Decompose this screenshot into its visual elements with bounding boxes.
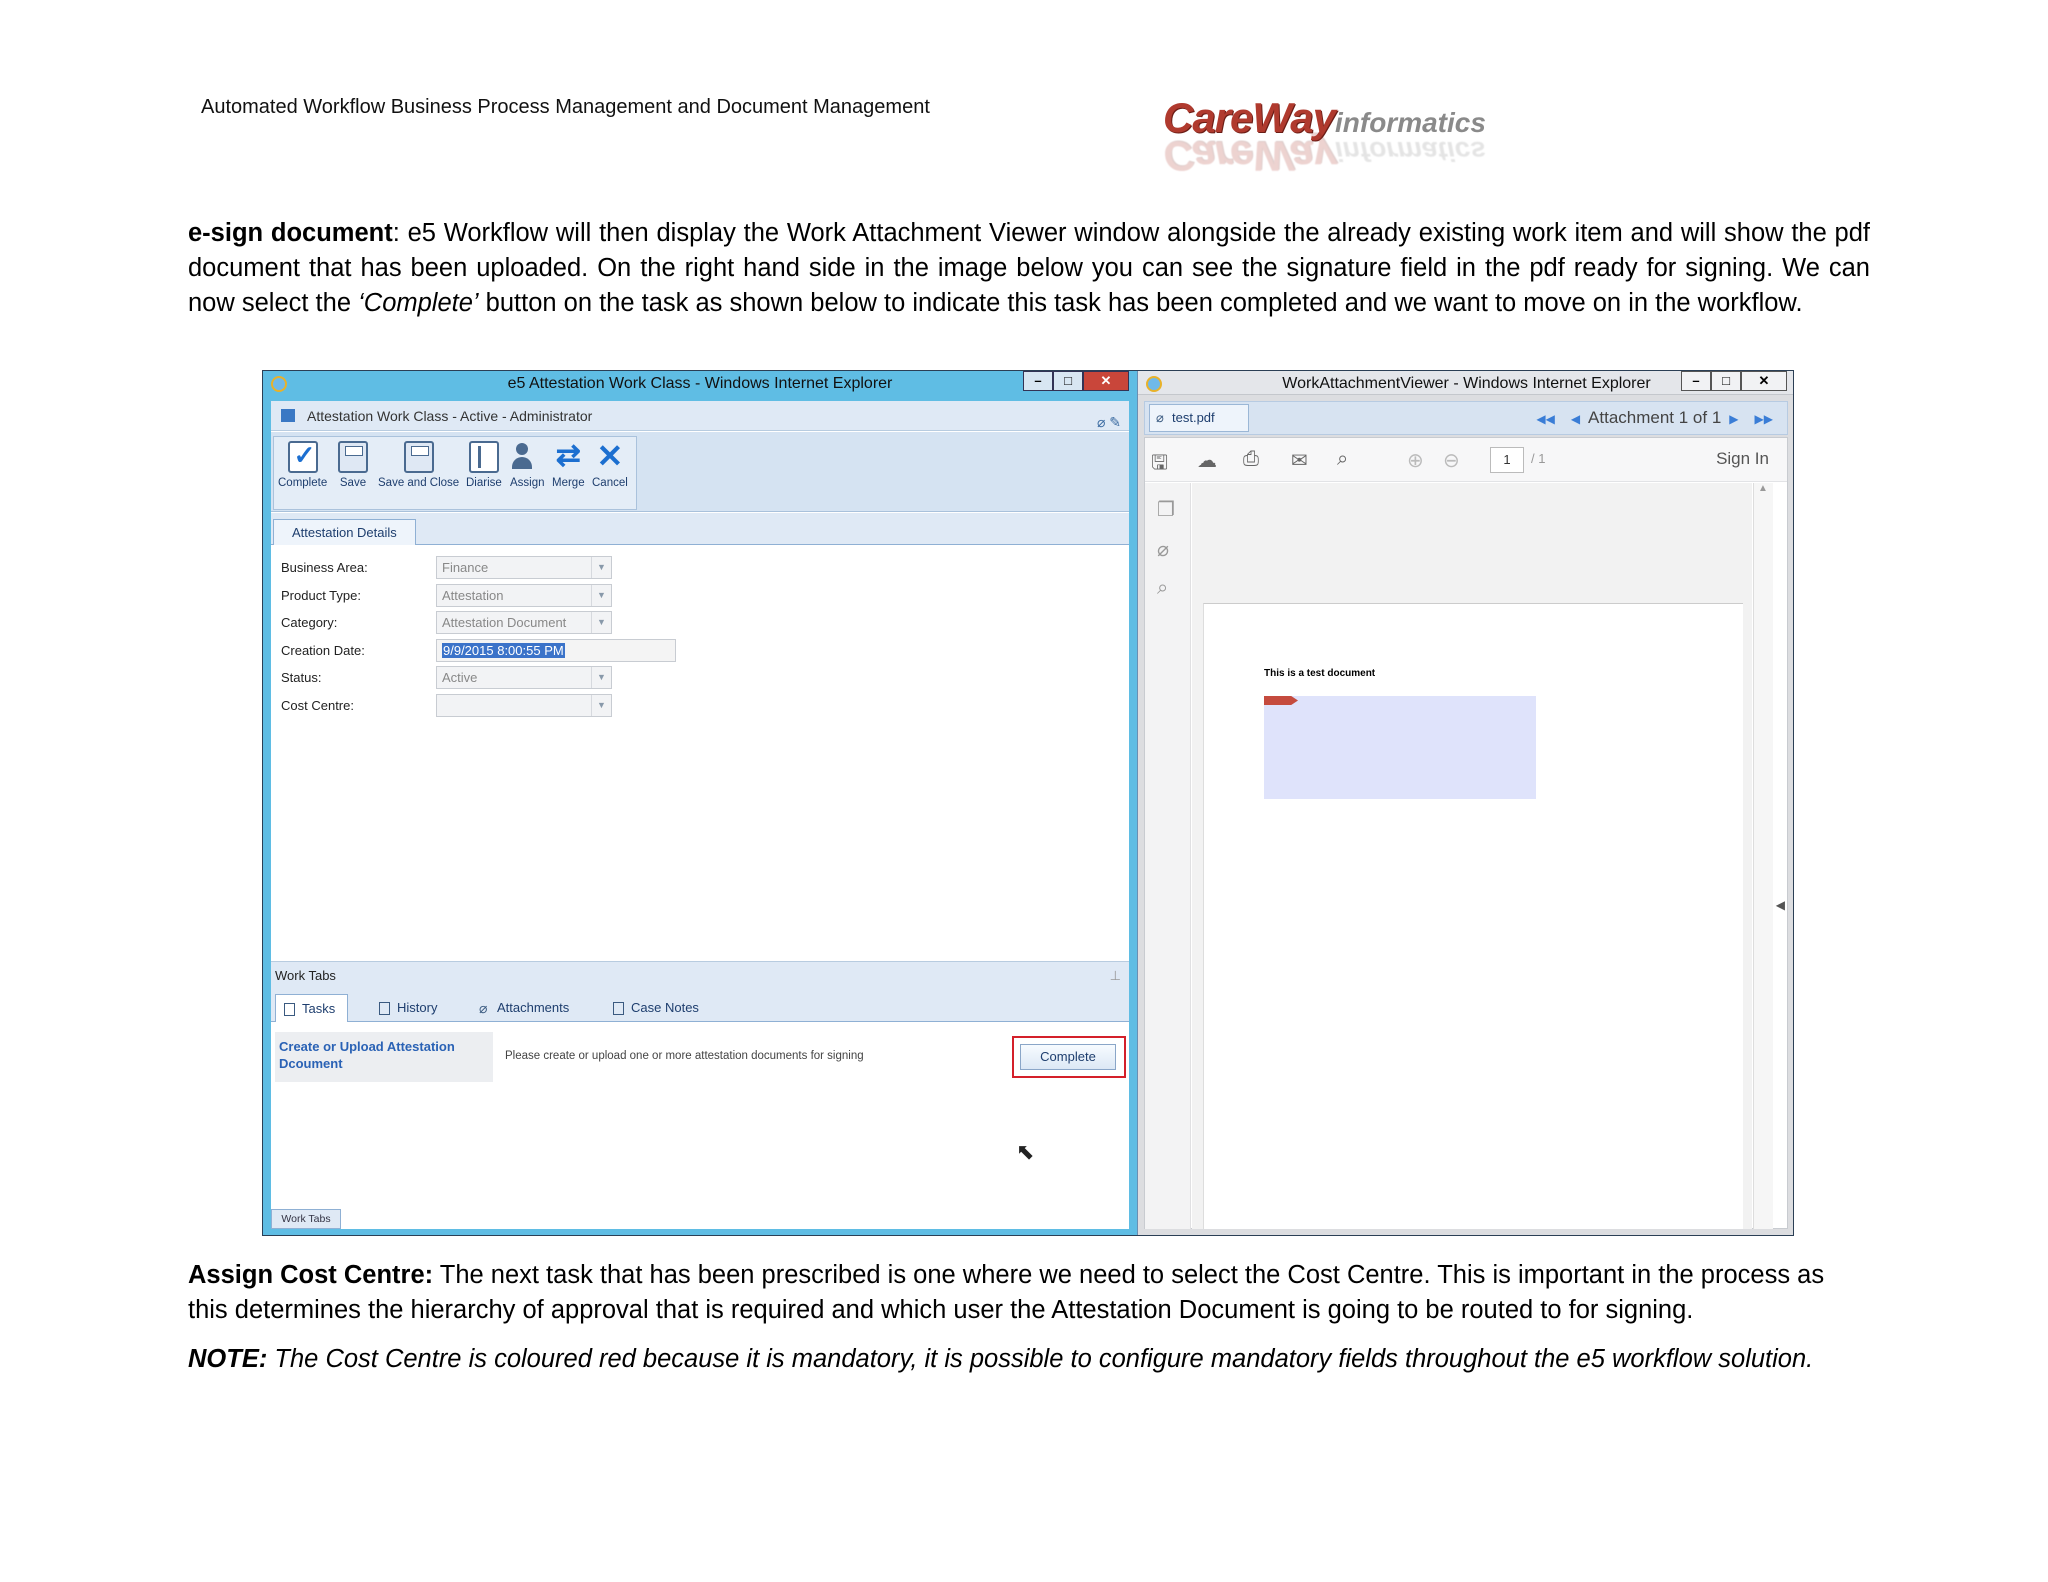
category-select[interactable]: Attestation Document ▼ xyxy=(436,611,612,634)
task-description: Please create or upload one or more attestation documents for signing xyxy=(505,1050,864,1062)
assign-ribbon-button[interactable]: Assign xyxy=(510,441,545,489)
form-row-cost-centre: Cost Centre: ▼ xyxy=(271,694,1129,718)
save-icon xyxy=(338,441,368,473)
page-total: / 1 xyxy=(1531,451,1546,466)
careway-logo: CareWayinformatics CareWayinformatics xyxy=(1163,94,1486,180)
assign-user-icon xyxy=(512,441,542,473)
business-area-select[interactable]: Finance ▼ xyxy=(436,556,612,579)
pdf-sidebar xyxy=(1145,483,1191,1229)
details-tabbar xyxy=(271,513,1129,545)
tab-attachments[interactable]: ⌀ Attachments xyxy=(471,994,569,1022)
pdf-canvas xyxy=(1192,483,1752,1229)
email-icon[interactable]: ✉ xyxy=(1291,450,1308,472)
first-attachment-icon[interactable]: ◀◀ xyxy=(1536,412,1555,426)
page-number-input[interactable]: 1 xyxy=(1490,447,1524,473)
merge-ribbon-button[interactable]: ⇄ Merge xyxy=(552,439,585,489)
work-class-icon xyxy=(281,409,295,422)
form-row-creation-date: Creation Date: 9/9/2015 8:00:55 PM xyxy=(271,639,1129,663)
pdf-document-text: This is a test document xyxy=(1264,668,1376,679)
cancel-ribbon-button[interactable]: ✕ Cancel xyxy=(592,438,628,489)
ribbon-toolbar xyxy=(271,432,1129,512)
save-icon[interactable]: 🖫 xyxy=(1151,452,1169,474)
embedded-screenshot xyxy=(262,370,1794,1236)
form-row-status: Status: Active ▼ xyxy=(271,666,1129,690)
sign-here-flag-icon xyxy=(1264,696,1298,705)
save-close-icon xyxy=(404,441,434,473)
bottom-work-tabs-tab[interactable]: Work Tabs xyxy=(271,1209,341,1229)
cancel-x-icon: ✕ xyxy=(596,438,624,474)
close-button[interactable]: ✕ xyxy=(1741,371,1787,391)
form-row-category: Category: Attestation Document ▼ xyxy=(271,611,1129,635)
document-header-title: Automated Workflow Business Process Management and Document Management xyxy=(201,96,930,118)
pdf-page xyxy=(1203,603,1743,1229)
vertical-scrollbar[interactable] xyxy=(1753,483,1773,1229)
pdf-viewer xyxy=(1144,437,1788,1229)
sign-in-link[interactable]: Sign In xyxy=(1716,449,1769,468)
check-icon xyxy=(288,441,318,473)
last-attachment-icon[interactable]: ▶▶ xyxy=(1754,412,1773,426)
attach-pin-icon[interactable]: ⌀ ✎ xyxy=(1096,414,1121,430)
cost-centre-select[interactable] xyxy=(436,694,612,717)
maximize-button[interactable]: □ xyxy=(1711,371,1741,391)
chevron-down-icon: ▼ xyxy=(591,612,611,633)
minimize-button[interactable]: – xyxy=(1681,371,1711,391)
attestation-work-class-window xyxy=(263,371,1137,1235)
minimize-button[interactable]: – xyxy=(1023,371,1053,391)
save-and-close-ribbon-button[interactable]: Save and Close xyxy=(378,441,459,489)
chevron-down-icon: ▼ xyxy=(591,667,611,688)
upload-cloud-icon[interactable]: ☁ xyxy=(1197,450,1217,472)
work-tabs-bar xyxy=(271,990,1129,1022)
print-icon[interactable]: ⎙ xyxy=(1243,448,1259,470)
pin-icon[interactable]: ⊥ xyxy=(1109,968,1121,983)
search-icon[interactable]: ⌕ xyxy=(1337,448,1349,470)
prev-attachment-icon[interactable]: ◀ xyxy=(1570,412,1581,426)
diarise-ribbon-button[interactable]: Diarise xyxy=(466,441,502,489)
ie-icon xyxy=(271,376,287,392)
status-select[interactable]: Active ▼ xyxy=(436,666,612,689)
search-icon[interactable]: ⌕ xyxy=(1157,577,1169,599)
close-button[interactable]: ✕ xyxy=(1083,371,1129,391)
signature-field[interactable] xyxy=(1264,696,1536,799)
tab-tasks[interactable]: Tasks xyxy=(275,994,348,1022)
history-icon xyxy=(379,1002,390,1015)
highlight-box xyxy=(1012,1036,1126,1078)
attachments-icon[interactable]: ⌀ xyxy=(1157,539,1170,561)
chevron-down-icon: ▼ xyxy=(591,557,611,578)
scroll-up-icon[interactable]: ▲ xyxy=(1758,483,1768,494)
attachment-navigation: ◀◀ ◀ Attachment 1 of 1 ▶ ▶▶ xyxy=(1536,408,1773,427)
work-tabs-panel xyxy=(271,961,1129,1229)
product-type-select[interactable]: Attestation ▼ xyxy=(436,584,612,607)
diary-icon xyxy=(469,441,499,473)
work-attachment-viewer-window xyxy=(1138,371,1794,1235)
pdf-toolbar xyxy=(1145,438,1787,482)
tab-test-pdf[interactable]: ⌀ test.pdf xyxy=(1149,404,1249,432)
save-ribbon-button[interactable]: Save xyxy=(338,441,368,489)
work-tabs-header: Work Tabs ⊥ xyxy=(271,962,1129,990)
ie-icon xyxy=(1146,376,1162,392)
creation-date-field[interactable]: 9/9/2015 8:00:55 PM xyxy=(436,639,676,662)
thumbnails-icon[interactable]: ❐ xyxy=(1157,499,1175,521)
right-window-titlebar: WorkAttachmentViewer - Windows Internet Explorer – □ ✕ xyxy=(1138,371,1794,395)
notes-icon xyxy=(613,1002,624,1015)
page-down-icon[interactable]: ⊖ xyxy=(1443,450,1460,472)
next-attachment-icon[interactable]: ▶ xyxy=(1729,412,1739,426)
tasks-icon xyxy=(284,1003,295,1016)
complete-ribbon-button[interactable]: ✓ Complete xyxy=(278,441,327,489)
form-row-business-area: Business Area: Finance ▼ xyxy=(271,556,1129,580)
tab-attestation-details[interactable]: Attestation Details xyxy=(273,519,416,545)
esign-paragraph: e-sign document: e5 Workflow will then display the Work Attachment Viewer window alongside the already existing work item and will show the pdf document that has been uploaded. On the right hand side in the image below you can see the signature field in the pdf ready for signing. We can now select the ‘Complete’ button on the task as shown below to indicate this task has been completed and we want to move on in the workflow. xyxy=(188,219,1871,317)
attachment-bar xyxy=(1144,401,1788,435)
tab-history[interactable]: History xyxy=(371,994,437,1022)
chevron-down-icon: ▼ xyxy=(591,695,611,716)
note-paragraph: NOTE: The Cost Centre is coloured red because it is mandatory, it is possible to configure mandatory fields throughout the e5 workflow solution. xyxy=(188,1345,1814,1373)
paperclip-icon: ⌀ xyxy=(1156,410,1164,425)
mouse-cursor-icon: ⬉ xyxy=(1016,1139,1035,1164)
task-row xyxy=(275,1032,1125,1082)
page-up-icon[interactable]: ⊕ xyxy=(1407,450,1424,472)
task-complete-button[interactable]: Complete xyxy=(1020,1044,1116,1070)
left-window-titlebar: e5 Attestation Work Class - Windows Internet Explorer – □ ✕ xyxy=(263,371,1137,395)
assign-cost-centre-paragraph: Assign Cost Centre: The next task that has been prescribed is one where we need to select the Cost Centre. This is important in the process as this determines the hierarchy of approval that is required and which user the Attestation Document is going to be routed to for signing. xyxy=(188,1261,1825,1324)
collapse-right-icon[interactable]: ◀ xyxy=(1775,898,1785,912)
task-name-link[interactable]: Create or Upload Attestation Dcoument xyxy=(275,1032,493,1082)
paperclip-icon: ⌀ xyxy=(479,1000,488,1016)
tab-case-notes[interactable]: Case Notes xyxy=(605,994,699,1022)
merge-arrows-icon: ⇄ xyxy=(555,439,581,472)
form-row-product-type: Product Type: Attestation ▼ xyxy=(271,584,1129,608)
app-header: Attestation Work Class - Active - Administrator ⌀ ✎ xyxy=(271,401,1129,431)
maximize-button[interactable]: □ xyxy=(1053,371,1083,391)
chevron-down-icon: ▼ xyxy=(591,585,611,606)
